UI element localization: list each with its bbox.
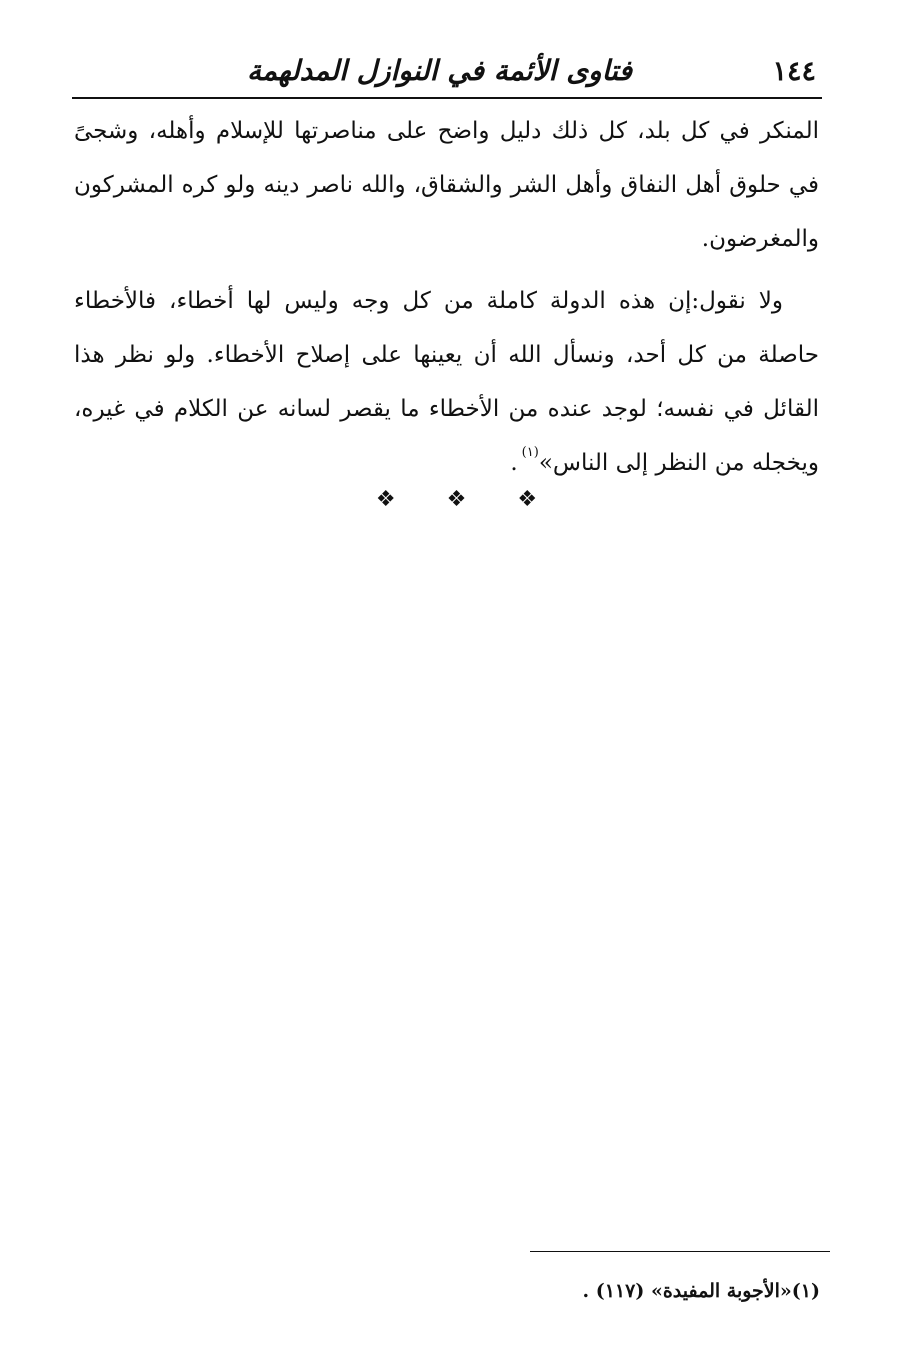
footnote-rule	[530, 1251, 830, 1252]
end-mark: .	[510, 450, 518, 476]
ornament-icon: ❖	[375, 487, 396, 512]
paragraph	[74, 104, 819, 266]
paragraph-text: المنكر في كل بلد، كل ذلك دليل واضح على مناصرتها للإسلام وأهله، وشجىً في حلوق أهل النفاق وأهل الشر والشقاق، والله ناصر دينه ولو كره المشركون والمغرضون.	[74, 118, 819, 252]
paragraph-text: ولا نقول:إن هذه الدولة كاملة من كل وجه وليس لها أخطاء، فالأخطاء حاصلة من كل أحد، ونسأل الله أن يعينها على إصلاح الأخطاء. ولو نظر هذا القائل في نفسه؛ لوجد عنده من الأخطاء ما يقصر لسانه عن الكلام في غيره، ويخجله من النظر إلى الناس»	[74, 288, 819, 476]
running-title: فتاوى الأئمة في النوازل المدلهمة	[247, 54, 632, 87]
ornament-icon: ❖	[446, 487, 467, 512]
header-rule	[72, 97, 822, 99]
ornament-icon: ❖	[517, 487, 538, 512]
section-divider	[0, 487, 913, 512]
page-number: ١٤٤	[772, 56, 816, 87]
footnote-reference[interactable]: (١)	[521, 445, 539, 460]
footnote: (١)«الأجوبة المفيدة» (١١٧) .	[582, 1280, 820, 1302]
main-text	[74, 104, 819, 490]
page-header	[72, 52, 822, 96]
paragraph	[74, 274, 819, 490]
